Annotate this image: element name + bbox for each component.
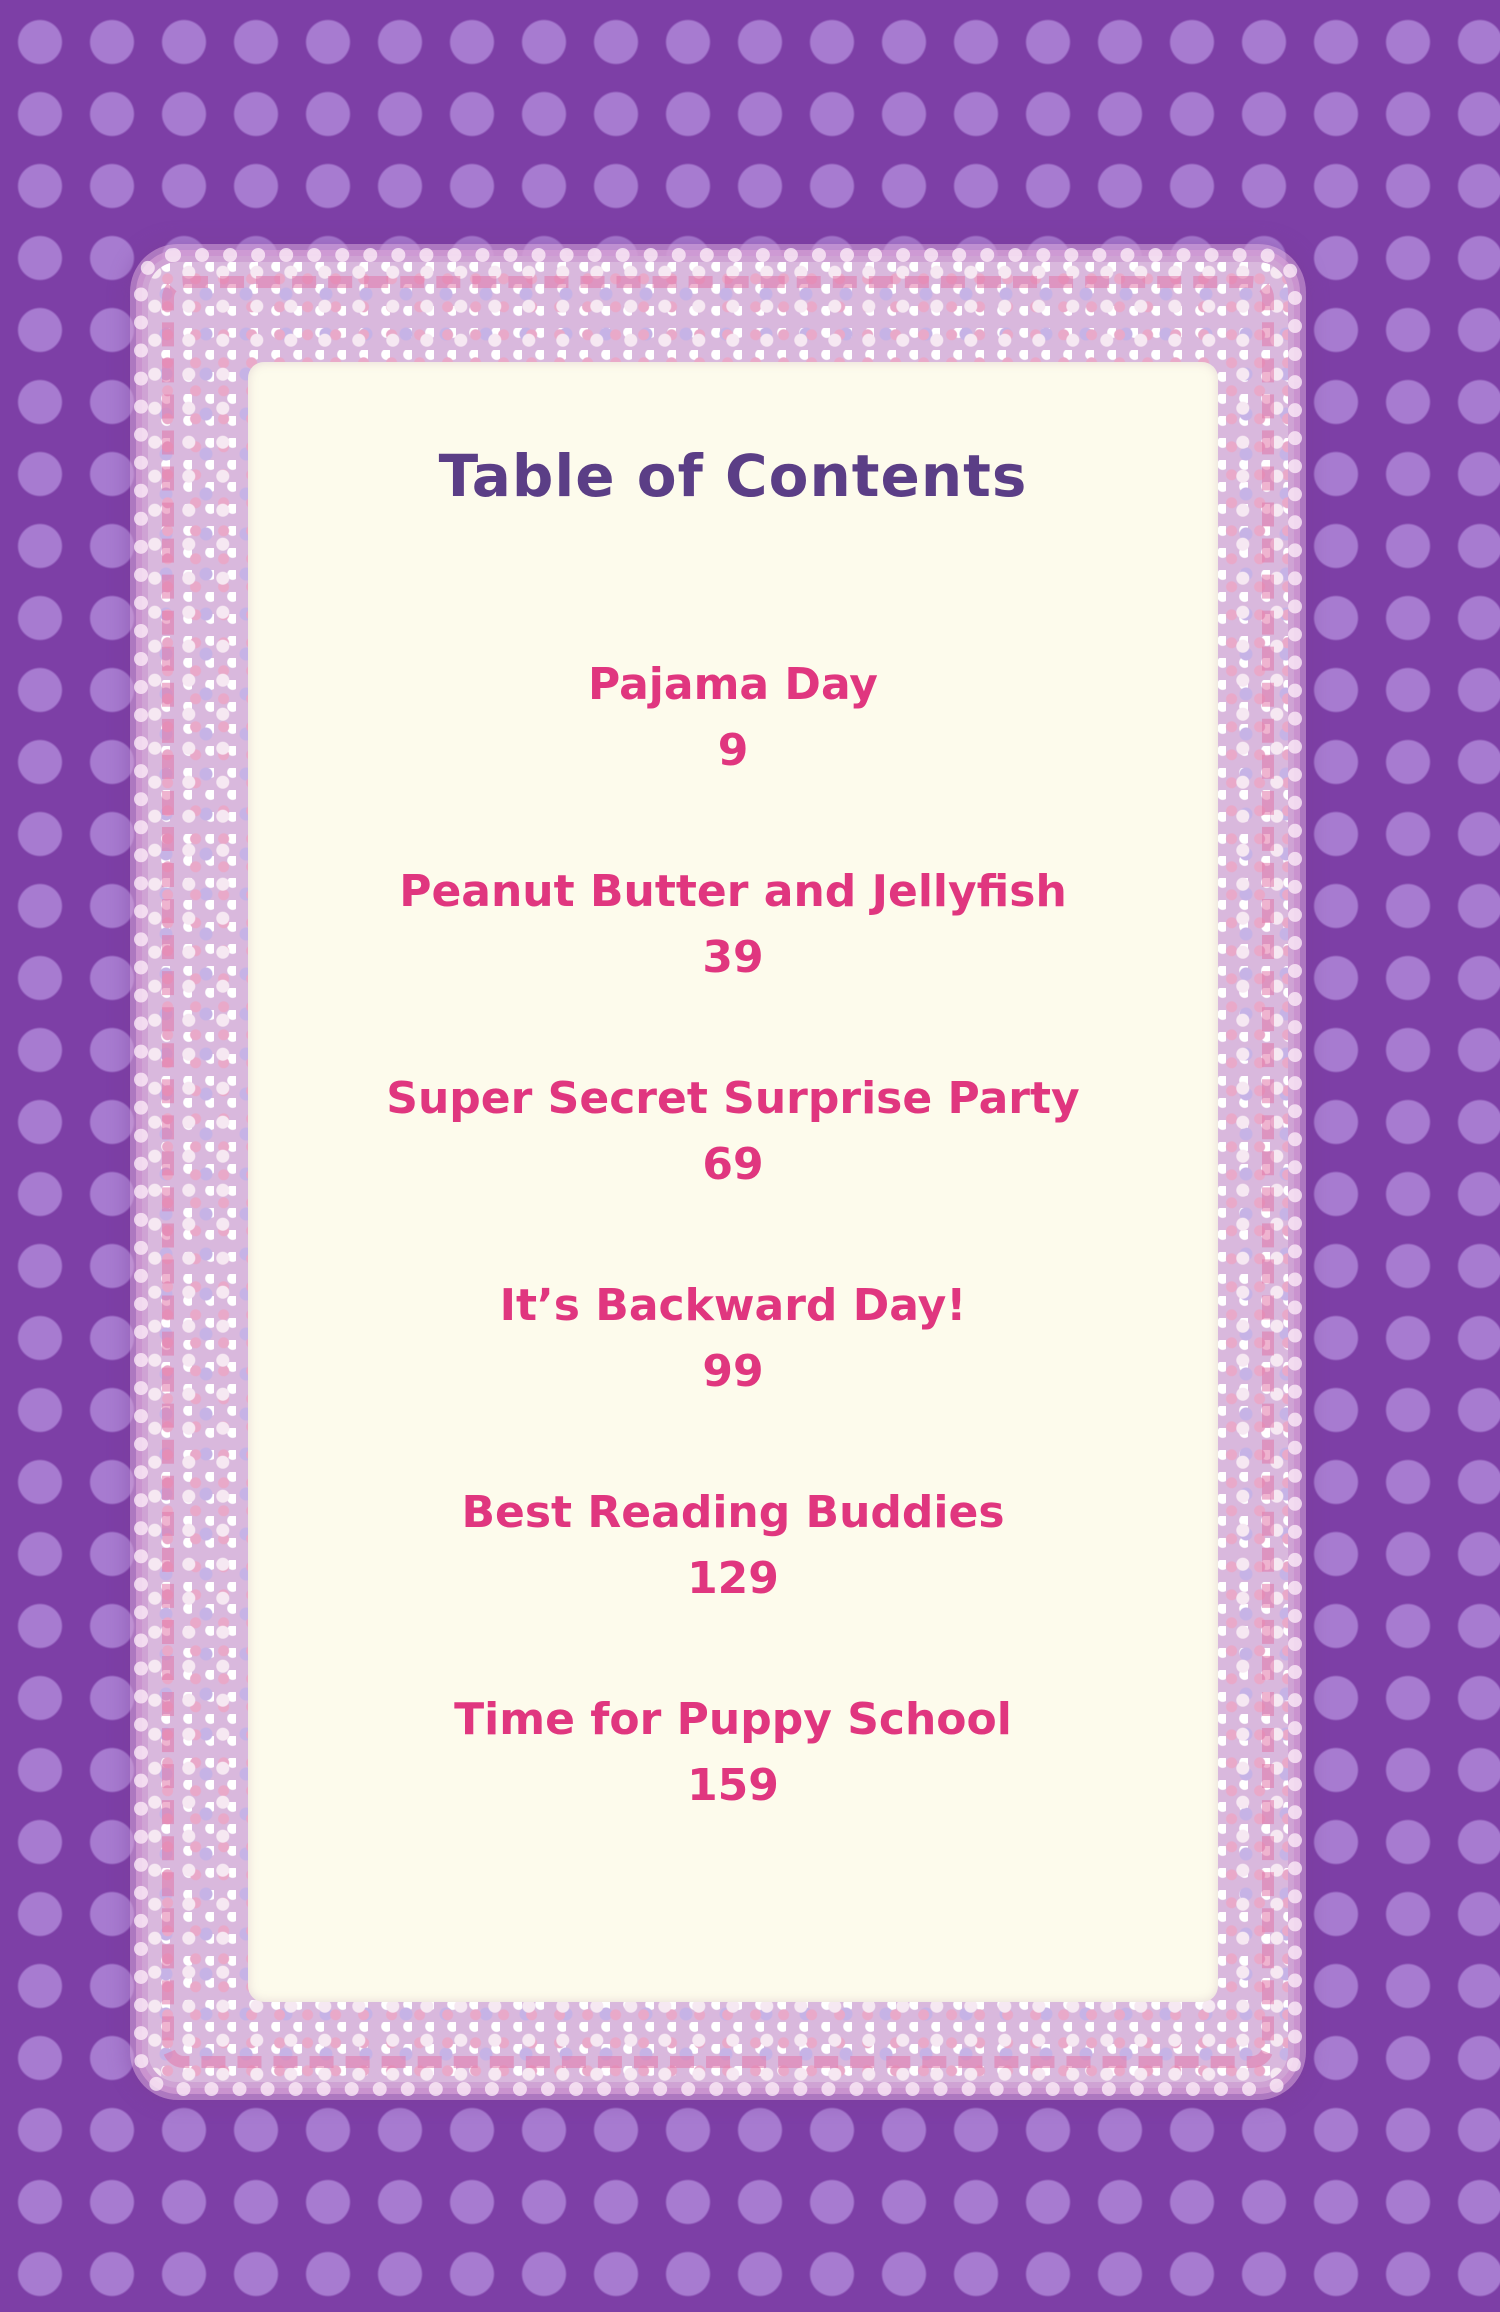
toc-entry <box>248 652 1218 859</box>
toc-entry <box>248 1066 1218 1273</box>
chapter-title: It’s Backward Day! <box>499 1280 967 1331</box>
toc-list <box>248 652 1218 1894</box>
chapter-page-number: 69 <box>702 1139 764 1190</box>
chapter-page-number: 99 <box>702 1346 764 1397</box>
page-title: Table of Contents <box>438 442 1028 510</box>
chapter-page-number: 9 <box>717 725 749 776</box>
contents-panel <box>248 362 1218 2002</box>
toc-entry <box>248 859 1218 1066</box>
toc-entry <box>248 1273 1218 1480</box>
chapter-title: Pajama Day <box>588 659 878 710</box>
chapter-title: Peanut Butter and Jellyfish <box>399 866 1067 917</box>
chapter-page-number: 129 <box>687 1553 779 1604</box>
toc-entry <box>248 1687 1218 1894</box>
chapter-page-number: 39 <box>702 932 764 983</box>
chapter-page-number: 159 <box>687 1760 779 1811</box>
toc-entry <box>248 1480 1218 1687</box>
chapter-title: Super Secret Surprise Party <box>386 1073 1080 1124</box>
chapter-title: Best Reading Buddies <box>461 1487 1005 1538</box>
chapter-title: Time for Puppy School <box>454 1694 1012 1745</box>
